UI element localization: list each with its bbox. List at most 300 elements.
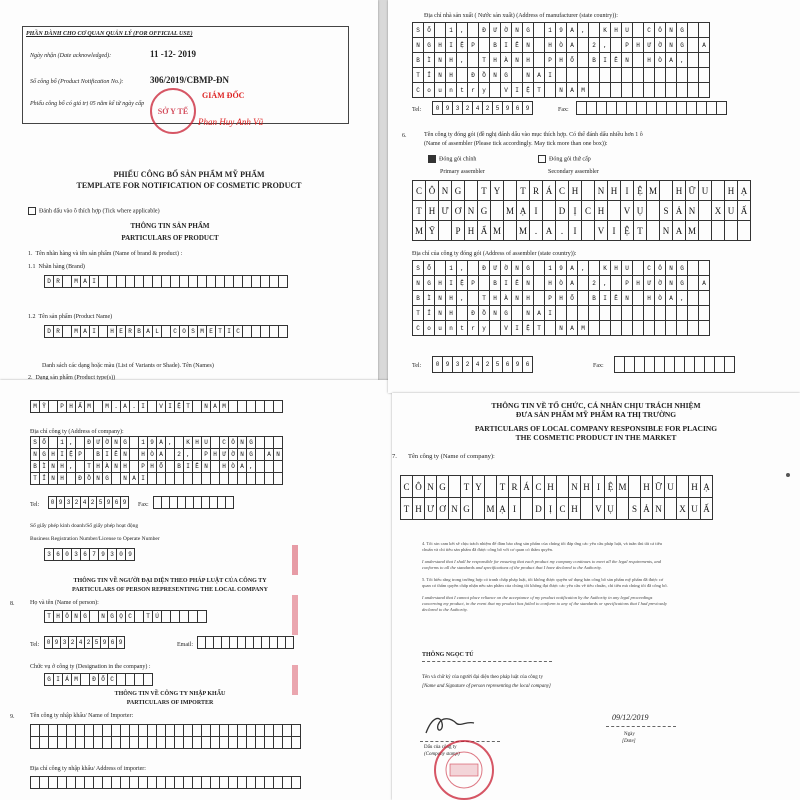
grid-cell: Ô xyxy=(426,181,439,201)
grid-cell xyxy=(40,737,49,749)
declaration-5-vn: 5. Tôi hiểu rằng trong trường hợp có tranh chấp pháp luật, tôi không được quyền sử dụng bản công bố sản phẩm mỹ phẩm đã được cơ quan có thẩm quyền chấp nhận nếu sản phẩm của chúng tôi không đạt được các yêu cầu về tiêu chuẩn, chỉ tiêu mà chúng tôi đã công bố. xyxy=(422,577,668,588)
grid-cell: A xyxy=(121,401,130,413)
grid-cell: U xyxy=(665,476,677,498)
grid-cell: V xyxy=(501,83,512,98)
grid-cell xyxy=(687,102,697,115)
grid-cell: P xyxy=(622,38,633,53)
grid-cell xyxy=(265,777,274,789)
grid-cell: 9 xyxy=(556,261,567,276)
grid-cell xyxy=(186,497,194,509)
grid-cell: G xyxy=(81,611,90,623)
grid-cell: H xyxy=(94,461,103,473)
checkbox-icon xyxy=(28,207,36,215)
variants-label: Danh sách các dạng hoặc màu (List of Variants or Shade). Tên (Names) xyxy=(42,363,214,369)
grid-cell xyxy=(688,261,699,276)
grid-cell xyxy=(556,68,567,83)
grid-cell xyxy=(633,261,644,276)
grid-cell: P xyxy=(468,276,479,291)
grid-cell: P xyxy=(139,461,148,473)
grid-cell: H xyxy=(611,261,622,276)
grid-cell xyxy=(644,321,655,336)
item-1-label: 1. Tên nhãn hàng và tên sản phẩm (Name of brand & product) : xyxy=(28,251,183,257)
grid-cell xyxy=(67,737,76,749)
page-3 xyxy=(388,0,800,393)
grid-cell: P xyxy=(452,221,465,241)
grid-cell: 9 xyxy=(105,497,113,509)
grid-cell xyxy=(587,102,597,115)
grid-cell xyxy=(184,725,193,737)
grid-cell: Ư xyxy=(220,449,229,461)
grid-cell: A xyxy=(534,68,545,83)
grid-cell: 2 xyxy=(85,637,93,649)
grid-cell: C xyxy=(234,326,243,338)
grid-cell xyxy=(265,725,274,737)
grid-cell xyxy=(637,102,647,115)
grid-cell: Ạ xyxy=(517,201,530,221)
grid-cell: C xyxy=(220,437,229,449)
grid-cell: H xyxy=(193,437,202,449)
grid-cell: B xyxy=(94,449,103,461)
grid-cell xyxy=(81,674,90,686)
grid-cell: X xyxy=(712,201,725,221)
grid-cell xyxy=(130,737,139,749)
grid-cell xyxy=(112,473,121,485)
grid-cell: . xyxy=(112,401,121,413)
assembler-address-label: Địa chỉ của công ty đóng gói (Address of assembler (state country)): xyxy=(412,251,577,257)
asm-fax-grid xyxy=(614,356,735,373)
grid-cell xyxy=(699,53,710,68)
grid-cell xyxy=(581,498,593,520)
grid-cell: M xyxy=(491,221,504,241)
grid-cell: I xyxy=(593,476,605,498)
grid-cell: N xyxy=(425,476,437,498)
grid-cell xyxy=(688,38,699,53)
grid-cell: H xyxy=(633,38,644,53)
grid-cell xyxy=(655,83,666,98)
grid-cell: T xyxy=(413,201,426,221)
grid-cell xyxy=(615,357,625,373)
grid-cell xyxy=(582,181,595,201)
grid-cell: Đ xyxy=(85,437,94,449)
form-title-vn: PHIẾU CÔNG BỐ SẢN PHẨM MỸ PHẨM xyxy=(113,170,265,179)
grid-cell: N xyxy=(435,53,446,68)
grid-cell: Ê xyxy=(611,291,622,306)
grid-cell: T xyxy=(497,476,509,498)
importer-address-label: Địa chỉ công ty nhập khẩu/ Address of importer: xyxy=(30,766,146,772)
grid-cell xyxy=(247,737,256,749)
grid-cell xyxy=(238,473,247,485)
grid-cell: N xyxy=(99,611,108,623)
signature-label-en: [Name and Signature of person representing the local company] xyxy=(422,684,551,689)
grid-cell xyxy=(148,401,157,413)
grid-cell: N xyxy=(556,321,567,336)
item-6-number: 6. xyxy=(402,133,407,139)
grid-cell xyxy=(556,306,567,321)
grid-cell: 1 xyxy=(446,23,457,38)
grid-cell xyxy=(229,777,238,789)
mfr-tel-label: Tel: xyxy=(412,107,422,113)
grid-cell xyxy=(715,357,725,373)
grid-cell: Đ xyxy=(479,23,490,38)
grid-cell: 1 xyxy=(446,261,457,276)
grid-cell: R xyxy=(54,326,63,338)
grid-cell: Ờ xyxy=(229,449,238,461)
grid-cell: U xyxy=(725,201,738,221)
grid-cell: H xyxy=(413,498,425,520)
grid-cell: 5 xyxy=(93,637,101,649)
grid-cell: G xyxy=(677,276,688,291)
grid-cell: 0 xyxy=(45,637,53,649)
grid-cell xyxy=(611,276,622,291)
grid-cell: D xyxy=(556,201,569,221)
grid-cell xyxy=(435,23,446,38)
grid-cell: Ờ xyxy=(655,38,666,53)
grid-cell xyxy=(94,401,103,413)
grid-cell: U xyxy=(689,498,701,520)
grid-cell xyxy=(206,637,214,649)
grid-cell: U xyxy=(622,23,633,38)
grid-cell xyxy=(193,725,202,737)
grid-cell: N xyxy=(238,449,247,461)
grid-cell: Ờ xyxy=(655,276,666,291)
grid-cell xyxy=(578,291,589,306)
company-grid xyxy=(30,400,283,413)
grid-cell xyxy=(175,437,184,449)
grid-cell xyxy=(504,181,517,201)
grid-cell: Ố xyxy=(157,461,166,473)
grid-cell xyxy=(647,201,660,221)
grid-cell: Ì xyxy=(424,53,435,68)
grid-cell xyxy=(58,725,67,737)
grid-cell xyxy=(633,68,644,83)
grid-cell xyxy=(589,83,600,98)
seal-label-vn: Dấu của công ty xyxy=(424,745,457,750)
grid-cell xyxy=(261,326,270,338)
manufacturer-address-label: Địa chỉ nhà sản xuất ( Nước sản xuất) (Address of manufacturer (state country)): xyxy=(424,13,618,19)
grid-cell: Ư xyxy=(439,201,452,221)
grid-cell: N xyxy=(49,461,58,473)
grid-cell xyxy=(157,725,166,737)
grid-cell xyxy=(184,777,193,789)
grid-cell: I xyxy=(608,221,621,241)
grid-cell xyxy=(170,497,178,509)
grid-cell xyxy=(707,102,717,115)
rep-tel-grid xyxy=(44,636,125,649)
grid-cell: H xyxy=(108,326,117,338)
grid-cell xyxy=(148,737,157,749)
grid-cell: Ỉ xyxy=(40,473,49,485)
grid-cell xyxy=(597,102,607,115)
grid-cell xyxy=(211,737,220,749)
grid-cell xyxy=(99,326,108,338)
grid-cell xyxy=(633,306,644,321)
grid-cell: u xyxy=(435,321,446,336)
grid-cell: Y xyxy=(491,181,504,201)
grid-cell: Ệ xyxy=(67,449,76,461)
grid-cell xyxy=(725,357,735,373)
grid-cell xyxy=(202,777,211,789)
grid-cell: G xyxy=(437,476,449,498)
grid-cell xyxy=(512,68,523,83)
grid-cell: C xyxy=(533,476,545,498)
checkbox-icon[interactable] xyxy=(538,155,546,163)
grid-cell xyxy=(184,737,193,749)
grid-cell: N xyxy=(523,306,534,321)
grid-cell xyxy=(666,306,677,321)
grid-cell xyxy=(688,68,699,83)
grid-cell: H xyxy=(556,53,567,68)
grid-cell: Ư xyxy=(94,437,103,449)
grid-cell xyxy=(578,38,589,53)
grid-cell xyxy=(611,306,622,321)
grid-cell: I xyxy=(501,38,512,53)
position-label: Chức vụ ở công ty (Designation in the company) : xyxy=(30,664,151,670)
grid-cell: U xyxy=(699,181,712,201)
grid-cell: Ệ xyxy=(621,221,634,241)
grid-cell xyxy=(675,357,685,373)
grid-cell xyxy=(175,737,184,749)
grid-cell: R xyxy=(509,476,521,498)
grid-cell xyxy=(256,473,265,485)
grid-cell xyxy=(699,221,712,241)
grid-cell: H xyxy=(725,181,738,201)
notification-value: 306/2019/CBMP-ĐN xyxy=(150,75,229,85)
grid-cell: 2 xyxy=(69,637,77,649)
grid-cell: H xyxy=(490,53,501,68)
grid-cell xyxy=(238,637,246,649)
grid-cell xyxy=(490,321,501,336)
grid-cell: M xyxy=(72,276,81,288)
grid-cell xyxy=(677,306,688,321)
signer-name: THÔNG NGỌC TÚ xyxy=(422,652,474,658)
grid-cell xyxy=(166,473,175,485)
grid-cell: G xyxy=(40,449,49,461)
grid-cell: C xyxy=(108,674,117,686)
grid-cell xyxy=(611,321,622,336)
grid-cell xyxy=(252,326,261,338)
grid-cell: 9 xyxy=(443,102,453,115)
grid-cell: C xyxy=(413,181,426,201)
grid-cell: A xyxy=(265,449,274,461)
grid-cell: I xyxy=(90,326,99,338)
grid-cell xyxy=(216,276,225,288)
grid-cell: 2 xyxy=(175,449,184,461)
grid-cell: 2 xyxy=(463,102,473,115)
grid-cell: I xyxy=(54,674,63,686)
grid-cell: Ệ xyxy=(175,401,184,413)
grid-cell: 9 xyxy=(513,357,523,373)
grid-cell: 6 xyxy=(113,497,121,509)
grid-cell xyxy=(171,276,180,288)
grid-cell: H xyxy=(490,291,501,306)
form-title-en: TEMPLATE FOR NOTIFICATION OF COSMETIC PRODUCT xyxy=(76,181,302,190)
local-company-grid xyxy=(400,475,713,520)
grid-cell: , xyxy=(457,23,468,38)
grid-cell xyxy=(207,276,216,288)
grid-cell xyxy=(157,737,166,749)
grid-cell: C xyxy=(582,201,595,221)
grid-cell xyxy=(94,777,103,789)
grid-cell: , xyxy=(457,53,468,68)
official-stamp: SỞ Y TẾ xyxy=(150,88,196,134)
grid-cell: T xyxy=(144,611,153,623)
grid-cell: Ị xyxy=(569,201,582,221)
grid-cell xyxy=(76,777,85,789)
grid-cell: 0 xyxy=(117,549,126,561)
local-co-title-en-1: PARTICULARS OF LOCAL COMPANY RESPONSIBLE FOR PLACING xyxy=(474,424,718,433)
grid-cell: A xyxy=(238,461,247,473)
grid-cell xyxy=(222,637,230,649)
grid-cell xyxy=(589,68,600,83)
grid-cell xyxy=(625,357,635,373)
grid-cell: N xyxy=(512,23,523,38)
grid-cell: Ẩ xyxy=(76,401,85,413)
license-label-vn: Số giấy phép kinh doanh/Số giấy phép hoạt động xyxy=(30,523,139,529)
grid-cell xyxy=(611,38,622,53)
grid-cell xyxy=(218,497,226,509)
grid-cell xyxy=(211,461,220,473)
item-7-number: 7. xyxy=(392,453,397,460)
rep-name-label: Họ và tên (Name of person): xyxy=(30,600,99,606)
grid-cell: A xyxy=(673,221,686,241)
grid-cell: G xyxy=(501,68,512,83)
grid-cell xyxy=(633,23,644,38)
grid-cell xyxy=(534,53,545,68)
grid-cell: A xyxy=(567,321,578,336)
grid-cell xyxy=(220,777,229,789)
grid-cell: T xyxy=(216,326,225,338)
grid-cell: N xyxy=(121,449,130,461)
grid-cell xyxy=(234,276,243,288)
grid-cell: L xyxy=(153,326,162,338)
grid-cell: r xyxy=(468,321,479,336)
email-grid xyxy=(197,636,294,649)
grid-cell xyxy=(49,737,58,749)
grid-cell: Ò xyxy=(229,461,238,473)
grid-cell xyxy=(63,276,72,288)
grid-cell: S xyxy=(660,201,673,221)
grid-cell: Ú xyxy=(153,611,162,623)
grid-cell: 2 xyxy=(73,497,81,509)
grid-cell: T xyxy=(478,181,491,201)
primary-assembler-option[interactable]: Đóng gói chính xyxy=(428,155,476,164)
grid-cell xyxy=(256,725,265,737)
grid-cell xyxy=(58,777,67,789)
grid-cell xyxy=(256,437,265,449)
grid-cell xyxy=(274,737,283,749)
grid-cell: Ờ xyxy=(501,261,512,276)
grid-cell xyxy=(58,737,67,749)
grid-cell: N xyxy=(523,68,534,83)
grid-cell: , xyxy=(578,23,589,38)
grid-cell: T xyxy=(401,498,413,520)
grid-cell: S xyxy=(189,326,198,338)
grid-cell: 1 xyxy=(545,23,556,38)
grid-cell: H xyxy=(673,181,686,201)
mfr-fax-grid xyxy=(576,101,727,115)
grid-cell xyxy=(40,777,49,789)
grid-cell: 6 xyxy=(503,357,513,373)
grid-cell: I xyxy=(512,83,523,98)
grid-cell: N xyxy=(112,437,121,449)
grid-cell: T xyxy=(413,306,424,321)
grid-cell xyxy=(589,261,600,276)
grid-cell xyxy=(468,291,479,306)
grid-cell: N xyxy=(439,181,452,201)
grid-cell xyxy=(265,737,274,749)
grid-cell: Ồ xyxy=(479,68,490,83)
grid-cell: 9 xyxy=(99,549,108,561)
grid-cell xyxy=(243,276,252,288)
grid-cell: N xyxy=(660,221,673,241)
local-co-title-vn-1: THÔNG TIN VỀ TỔ CHỨC, CÁ NHÂN CHỊU TRÁCH NHIỆM xyxy=(491,401,701,410)
grid-cell: Ì xyxy=(40,461,49,473)
grid-cell: N xyxy=(202,461,211,473)
grid-cell xyxy=(49,777,58,789)
grid-cell: Y xyxy=(473,476,485,498)
grid-cell: G xyxy=(103,473,112,485)
grid-cell xyxy=(600,321,611,336)
grid-cell: H xyxy=(54,611,63,623)
grid-cell xyxy=(534,23,545,38)
declaration-4-vn: 4. Tôi xin cam kết sẽ chịu trách nhiệm để đảm bảo rằng sản phẩm của chúng tôi đáp ứng các yêu cầu pháp luật, và tuân thủ tất cả tiêu chuẩn và chỉ tiêu sản phẩm đã được công bố với cơ quan có thẩm quyền. xyxy=(422,541,663,552)
grid-cell xyxy=(633,53,644,68)
grid-cell: N xyxy=(523,276,534,291)
grid-cell: A xyxy=(567,261,578,276)
grid-cell: 2 xyxy=(89,497,97,509)
grid-cell: T xyxy=(45,611,54,623)
grid-cell: A xyxy=(699,276,710,291)
grid-cell: 0 xyxy=(49,497,57,509)
grid-cell: Ố xyxy=(567,291,578,306)
grid-cell: À xyxy=(501,53,512,68)
checked-box-icon[interactable] xyxy=(428,155,436,163)
grid-cell xyxy=(699,83,710,98)
grid-cell xyxy=(211,437,220,449)
secondary-assembler-option[interactable]: Đóng gói thứ cấp xyxy=(538,155,591,164)
grid-cell: V xyxy=(593,498,605,520)
grid-cell: H xyxy=(446,68,457,83)
tel-grid xyxy=(48,496,129,509)
grid-cell: M xyxy=(504,201,517,221)
grid-cell xyxy=(67,473,76,485)
grid-cell: I xyxy=(512,321,523,336)
grid-cell xyxy=(465,181,478,201)
date-label-vn: Ngày xyxy=(624,732,635,737)
grid-cell: Ô xyxy=(229,437,238,449)
grid-cell: 9 xyxy=(121,497,129,509)
assembler-name-grid xyxy=(412,180,751,241)
grid-cell xyxy=(162,611,171,623)
grid-cell: H xyxy=(49,449,58,461)
grid-cell: y xyxy=(479,321,490,336)
grid-cell xyxy=(567,68,578,83)
grid-cell: Ư xyxy=(490,23,501,38)
grid-cell xyxy=(166,777,175,789)
grid-cell: N xyxy=(556,83,567,98)
grid-cell: 3 xyxy=(65,497,73,509)
grid-cell: G xyxy=(108,611,117,623)
asm-fax-label: Fax: xyxy=(593,363,604,369)
grid-cell xyxy=(607,102,617,115)
grid-cell xyxy=(611,83,622,98)
grid-cell xyxy=(617,498,629,520)
grid-cell: T xyxy=(413,68,424,83)
grid-cell xyxy=(270,276,279,288)
grid-cell: 9 xyxy=(148,437,157,449)
grid-cell: E xyxy=(117,326,126,338)
grid-cell xyxy=(600,83,611,98)
